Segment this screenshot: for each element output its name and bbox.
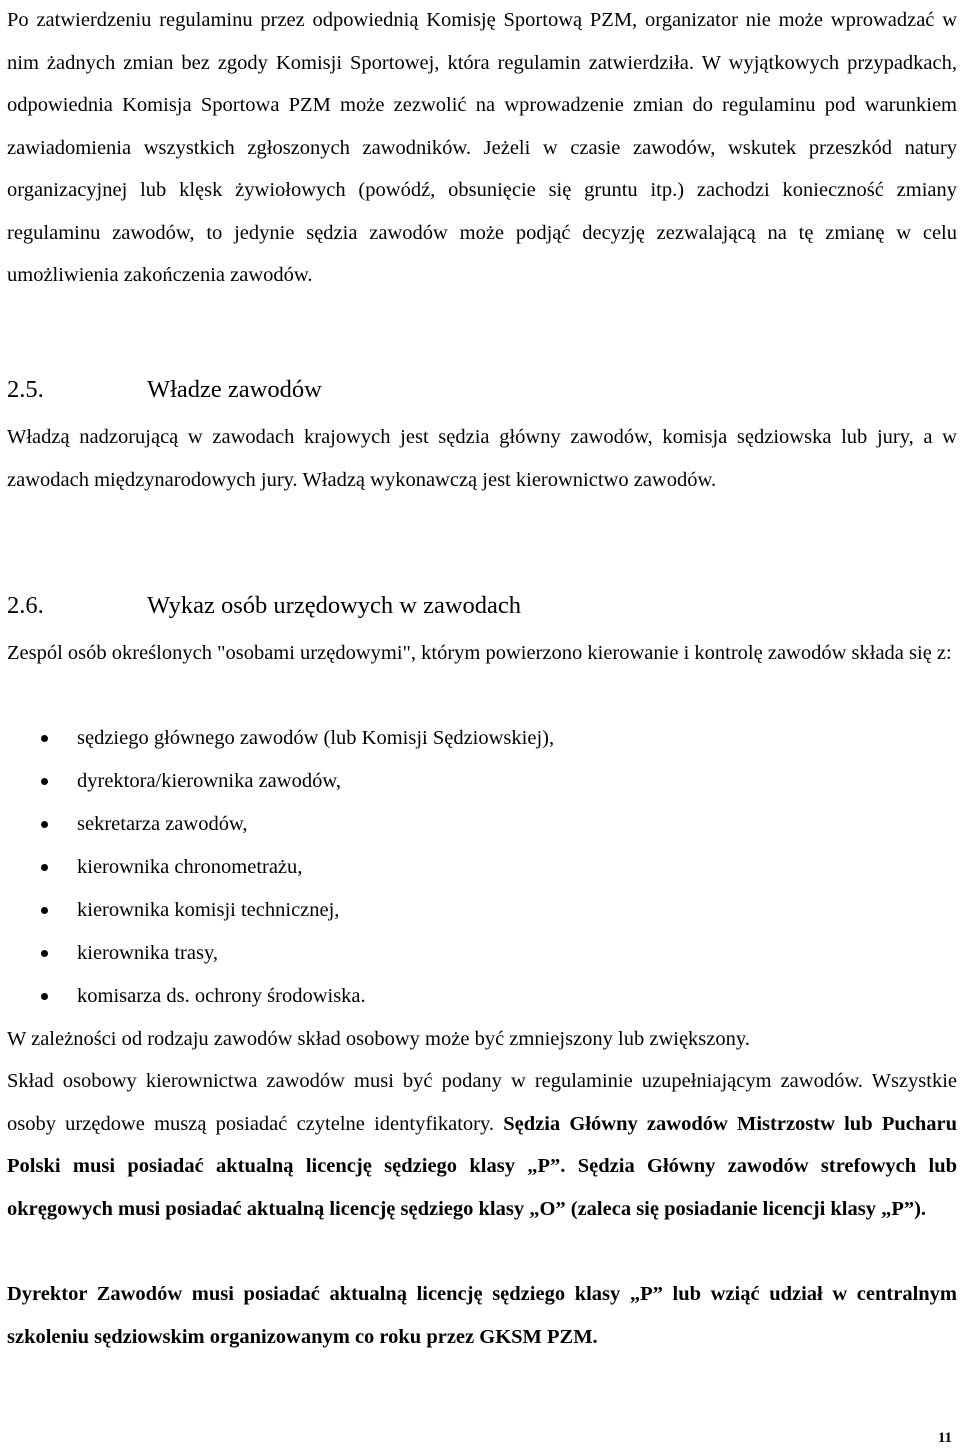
bullet-icon [41,778,48,785]
list-item: sędziego głównego zawodów (lub Komisji Sędziowskiej), [7,717,554,760]
bullet-icon [41,993,48,1000]
paragraph-director-license: Dyrektor Zawodów musi posiadać aktualną licencję sędziego klasy „P” lub wziąć udział w centralnym szkoleniu sędziowskim organizowanym co roku przez GKSM PZM. [7,1283,957,1348]
list-item: kierownika komisji technicznej, [7,889,554,932]
list-item: komisarza ds. ochrony środowiska. [7,975,554,1018]
list-item: dyrektora/kierownika zawodów, [7,760,554,803]
paragraph-composition-rules [7,1060,957,1230]
bullet-icon [41,821,48,828]
page-number: 11 [937,1430,952,1446]
paragraph-composition-change: W zależności od rodzaju zawodów skład osobowy może być zmniejszony lub zwiększony. [7,1028,750,1050]
bullet-icon [41,735,48,742]
section-number: 2.6. [7,592,44,619]
section-title: Wykaz osób urzędowych w zawodach [147,592,522,619]
bullet-icon [41,864,48,871]
composition-text: Skład osobowy kierownictwa zawodów musi być podany w regulaminie uzupełniającym zawodów. Wszystkie osoby urzędowe muszą posiadać czytelne identyfikatory. [7,1070,957,1135]
paragraph-officials-intro: Zespól osób określonych "osobami urzędowymi", którym powierzono kierowanie i kontrolę zawodów składa się z: [7,642,952,664]
list-item: kierownika chronometrażu, [7,846,554,889]
section-title: Władze zawodów [147,376,322,403]
paragraph-regulation-changes: Po zatwierdzeniu regulaminu przez odpowiednią Komisję Sportową PZM, organizator nie może wprowadzać w nim żadnych zmian bez zgody Komisji Sportowej, która regulamin zatwierdziła. W wyjątkowych przypadkach, odpowiednia Komisja Sportowa PZM może zezwolić na wprowadzenie zmian do regulaminu pod warunkiem zawiadomienia wszystkich zgłoszonych zawodników. Jeżeli w czasie zawodów, wskutek przeszkód natury organizacyjnej lub klęsk żywiołowych (powódź, obsunięcie się gruntu itp.) zachodzi konieczność zmiany regulaminu zawodów, to jedynie sędzia zawodów może podjąć decyzję zezwalającą na tę zmianę w celu umożliwienia zakończenia zawodów. [7,9,957,286]
list-item: sekretarza zawodów, [7,803,554,846]
paragraph-authorities: Władzą nadzorującą w zawodach krajowych jest sędzia główny zawodów, komisja sędziowska lub jury, a w zawodach międzynarodowych jury. Władzą wykonawczą jest kierownictwo zawodów. [7,426,957,491]
section-number: 2.5. [7,376,44,403]
list-item: kierownika trasy, [7,932,554,975]
officials-list [7,717,554,1018]
bullet-icon [41,950,48,957]
section-heading-2-6 [7,591,521,621]
section-heading-2-5 [7,375,322,405]
chief-judge-license-text: Sędzia Główny zawodów Mistrzostw lub Pucharu Polski musi posiadać aktualną licencję sędziego klasy „P”. Sędzia Główny zawodów strefowych lub okręgowych musi posiadać aktualną licencję sędziego klasy „O” (zaleca się posiadanie licencji klasy „P”). [7,1112,957,1220]
bullet-icon [41,907,48,914]
